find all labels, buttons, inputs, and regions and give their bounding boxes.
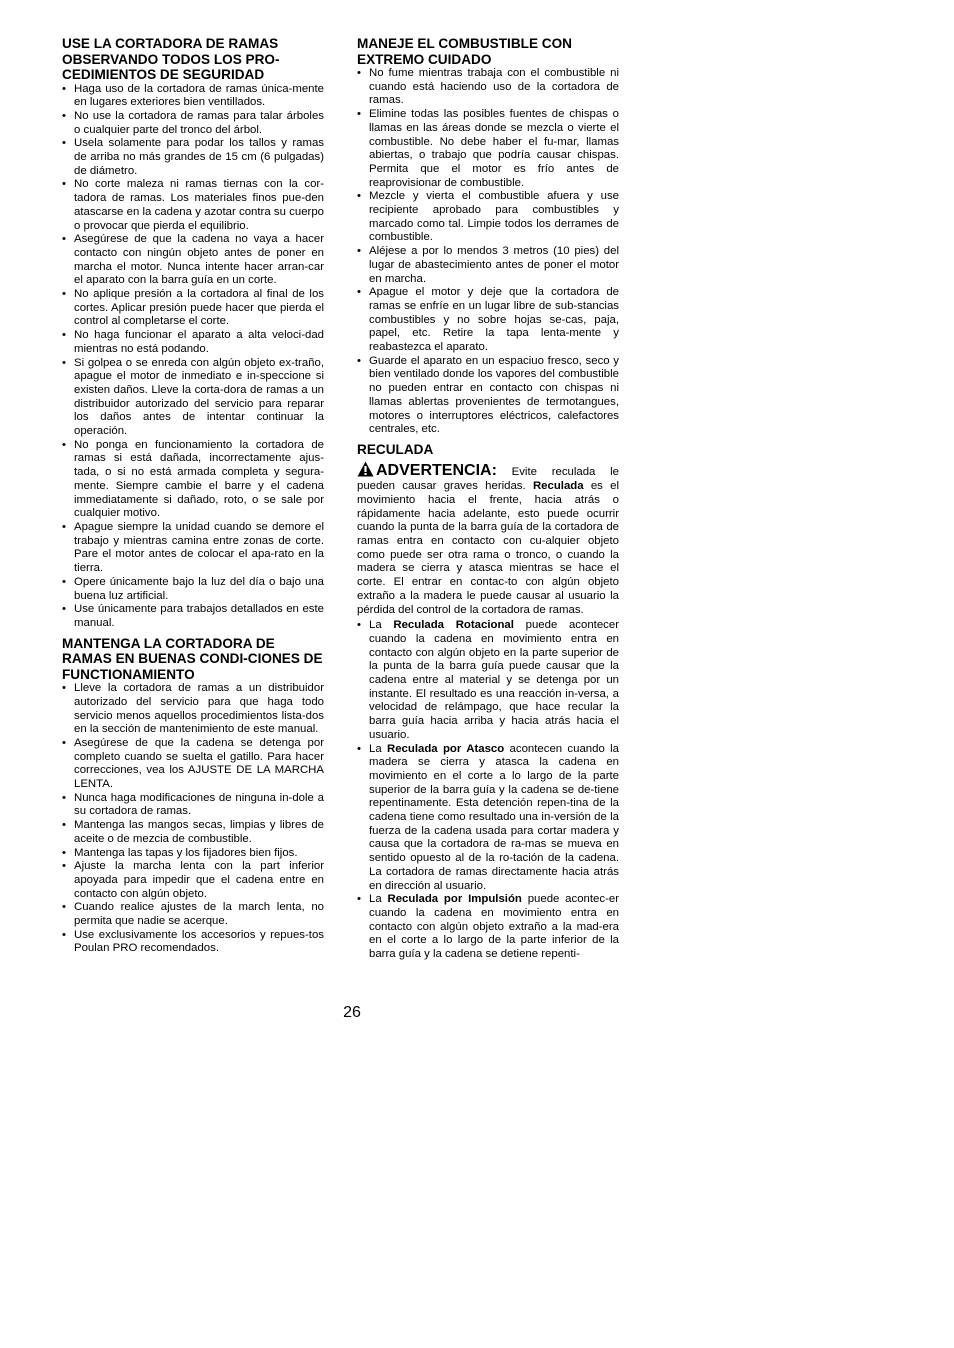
list-item: • No haga funcionar el aparato a alta veloci-dad mientras no está podando. bbox=[62, 329, 324, 356]
list-item: • No use la cortadora de ramas para talar árboles o cualquier parte del tronco del árbol. bbox=[62, 110, 324, 137]
list-item: • Elimine todas las posibles fuentes de chispas o llamas en las áreas donde se mezcla o vierte el combustible. No debe haber el fu-mar, llamas abiertas, o trabajo que podría causar chispas. Permita que el motor es frío antes de reaprovisionar de combustible. bbox=[357, 108, 619, 190]
list-item: • Aléjese a por lo mendos 3 metros (10 pies) del lugar de abastecimiento antes de poner el motor en marcha. bbox=[357, 245, 619, 286]
section-heading-maintenance: MANTENGA LA CORTADORA DE RAMAS EN BUENAS CONDI-CIONES DE FUNCTIONAMIENTO bbox=[62, 635, 323, 682]
warning-bold-term: Reculada bbox=[532, 480, 584, 493]
list-item: • No fume mientras trabaja con el combustible ni cuando está haciendo uso de la cortadora de ramas. bbox=[357, 67, 619, 108]
warning-title: ADVERTENCIA: bbox=[376, 462, 497, 480]
list-item: • Apague el motor y deje que la cortadora de ramas se enfríe en un lugar libre de sub-stancias combustibles y no sobre hojas se-cas, paja, papel, etc. Retire la tapa lenta-mente y reabastezca el aparato. bbox=[357, 286, 619, 355]
list-item: • Usela solamente para podar los tallos y ramas de arriba no más grandes de 15 cm (6 pulgadas) de diámetro. bbox=[62, 137, 324, 178]
list-item: • Mantenga las mangos secas, limpias y libres de aceite o de mezcia de combustible. bbox=[62, 819, 324, 846]
right-column bbox=[357, 36, 619, 967]
list-item: • Opere únicamente bajo la luz del día o bajo una buena luz artificial. bbox=[62, 576, 324, 603]
list-item: • La Reculada Rotacional puede acontecer cuando la cadena en movimiento entra en contacto con algún objeto en la parte superior de la punta de la barra guía puede causar que la cadena entre al material y se detenga por un instante. El resultado es una reacción in-versa, a velocidad de relámpago, que hace recular la barra guía hacia arriba y hacia atrás hacia el usuario. bbox=[357, 619, 619, 742]
page-number: 26 bbox=[343, 1004, 361, 1021]
list-item: • Mezcle y vierta el combustible afuera y use recipiente aprobado para combustibles y marcado como tal. Limpie todos los derrames de combustible. bbox=[357, 190, 619, 245]
list-item: • No corte maleza ni ramas tiernas con la cor-tadora de ramas. Los materiales finos pue-den atascarse en la cadena y azotar contra su cuerpo o provocar que pierda el equilibrio. bbox=[62, 178, 324, 233]
list-item: • Use únicamente para trabajos detallados en este manual. bbox=[62, 603, 324, 630]
fuel-handling-list bbox=[357, 67, 619, 437]
list-item: • Lleve la cortadora de ramas a un distribuidor autorizado del servicio para que haga todo servicio menos aquellos procedimientos lista-dos en la sección de mantenimiento de este manual. bbox=[62, 682, 324, 737]
safety-procedures-list bbox=[62, 83, 324, 631]
list-item: • Mantenga las tapas y los fijadores bien fijos. bbox=[62, 847, 324, 861]
kickback-warning bbox=[357, 461, 619, 617]
list-item: • Si golpea o se enreda con algún objeto ex-traño, apague el motor de inmediato e in-speccione si existen daños. Lleve la corta-dora de ramas a un distribuidor autorizado del servicio para reparar los daños antes de intentar continuar la operación. bbox=[62, 357, 324, 439]
list-item: • Nunca haga modificaciones de ninguna in-dole a su cortadora de ramas. bbox=[62, 792, 324, 819]
kickback-types-list bbox=[357, 619, 619, 962]
section-heading-kickback: RECULADA bbox=[357, 441, 434, 457]
list-item: • Haga uso de la cortadora de ramas única-mente en lugares exteriores bien ventillados. bbox=[62, 83, 324, 110]
warning-triangle-icon bbox=[357, 461, 374, 477]
left-column bbox=[62, 36, 324, 961]
list-item: • No ponga en funcionamiento la cortadora de ramas si está dañada, incorrectamente ajus-tada, o si no está armada completa y segura-mente. Siempre cambie el barre y el cadena immediatamente si dañado, roto, o se sale por cualquier motivo. bbox=[62, 439, 324, 521]
list-item: • La Reculada por Impulsión puede acontec-er cuando la cadena en movimiento entra en contacto con algún objeto extraño a la mad-era en el corte a lo largo de la parte inferior de la barra guía y la cadena se detiene repenti- bbox=[357, 893, 619, 962]
section-heading-fuel-handling: MANEJE EL COMBUSTIBLE CON EXTREMO CUIDADO bbox=[357, 36, 572, 67]
list-item: • No aplique presión a la cortadora al final de los cortes. Aplicar presión puede hacer que pierda el control al completarse el corte. bbox=[62, 288, 324, 329]
list-item: • La Reculada por Atasco acontecen cuando la madera se cierra y atasca la cadena en movimiento en el corte a lo largo de la parte superior de la barra guía y la cadena se de-tiene repentinamente. Esta detención repen-tina de la cadena tiene como resultado una in-versión de la fuerza de la cadena usada para cortar madera y causa que la cortadora de ra-mas se mueva en sentido opuesto al de la ro-tación de la cadena. La cortadora de ramas directamente hacia atrás en dirección al usuario. bbox=[357, 743, 619, 894]
maintenance-list bbox=[62, 682, 324, 956]
list-item: • Ajuste la marcha lenta con la part inferior apoyada para impedir que el cadena entre en contacto con algún objeto. bbox=[62, 860, 324, 901]
list-item: • Guarde el aparato en un espaciuo fresco, seco y bien ventilado donde los vapores del combustible no pueden entrar en contacto con chispas ni llamas ablertas provenientes de termotangues, motores o interruptores eléctricos, calefactores centrales, etc. bbox=[357, 355, 619, 437]
list-item: • Asegúrese de que la cadena se detenga por completo cuando se suelta el gatillo. Para hacer correcciones, vea los AJUSTE DE LA MARCHA LENTA. bbox=[62, 737, 324, 792]
warning-text-2: es el movimiento hacia el frente, hacia atrás o rápidamente hacia adelante, esto puede ocurrir cuando la punta de la barra guía de la cortadora de ramas entra en contacto con cu-alquier objeto como puede ser otra rama o tronco, o cuando la madera se cierra y atasca mientras se hace el corte. El entrar en contac-to con algún objeto extraño a la madera le puede causar al usuario la pérdida del control de la cortadora de ramas. bbox=[357, 480, 619, 616]
list-item: • Cuando realice ajustes de la march lenta, no permita que nadie se acerque. bbox=[62, 901, 324, 928]
list-item: • Apague siempre la unidad cuando se demore el trabajo y mientras camina entre zonas de corte. Pare el motor antes de colocar el apa-rato en la tierra. bbox=[62, 521, 324, 576]
section-heading-safety-procedures: USE LA CORTADORA DE RAMAS OBSERVANDO TODOS LOS PRO-CEDIMIENTOS DE SEGURIDAD bbox=[62, 36, 280, 82]
list-item: • Use exclusivamente los accesorios y repues-tos Poulan PRO recomendados. bbox=[62, 929, 324, 956]
warning-text-1: Evite reculada le pueden causar graves heridas. bbox=[357, 466, 619, 493]
list-item: • Asegúrese de que la cadena no vaya a hacer contacto con ningún objeto antes de poner en marcha el motor. Nunca intente hacer arran-car el aparato con la barra guía en un corte. bbox=[62, 233, 324, 288]
